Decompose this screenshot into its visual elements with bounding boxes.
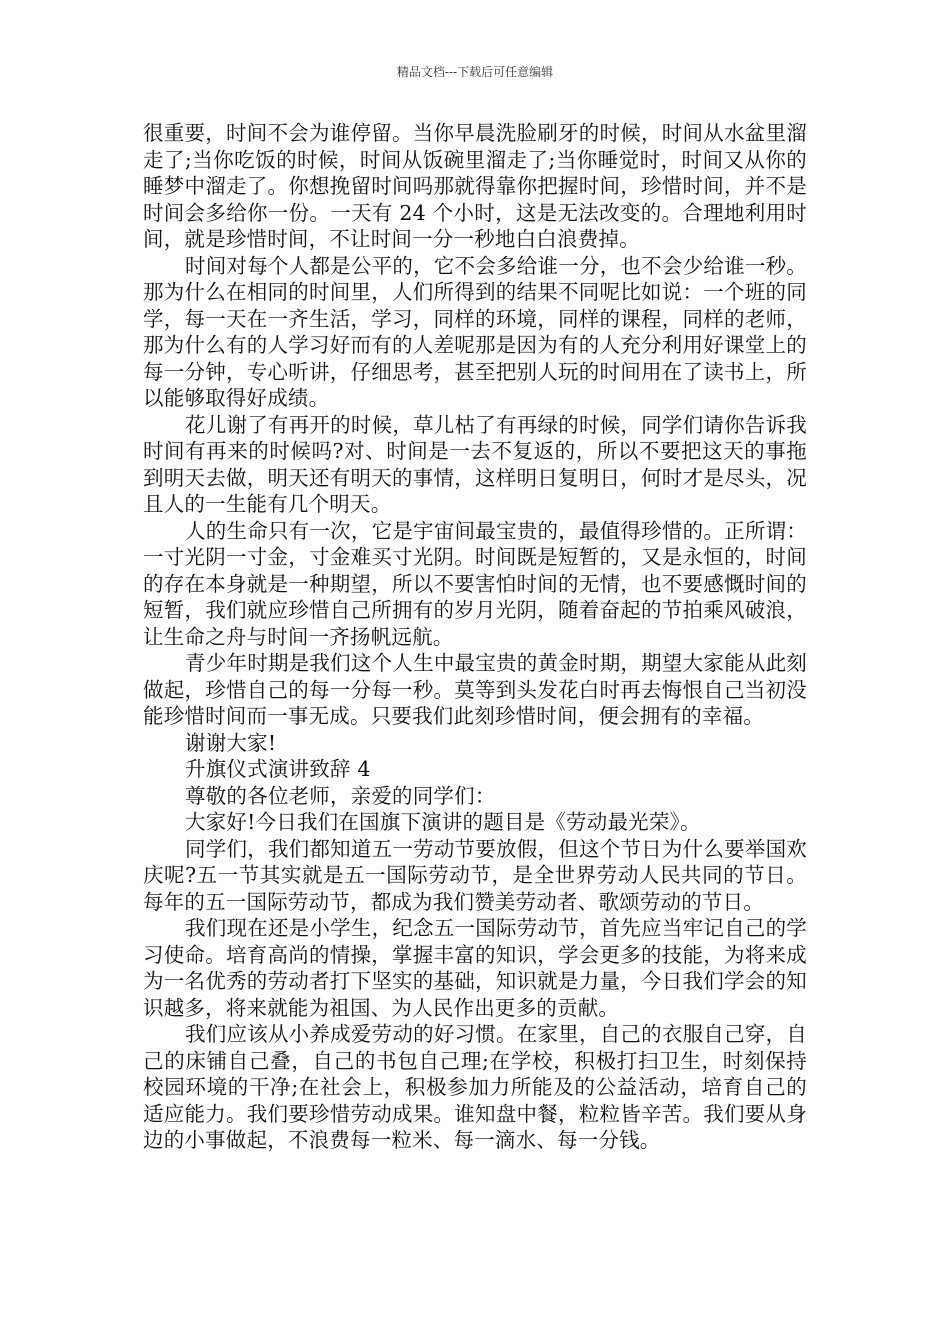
paragraph-12: 我们应该从小养成爱劳动的好习惯。在家里，自己的衣服自己穿，自己的床铺自己叠，自己的书包自己理;在学校，积极打扫卫生，时刻保持校园环境的干净;在社会上，积极参加力所能及的公益活动，培育自己的适应能力。我们要珍惜劳动成果。谁知盘中餐，粒粒皆辛苦。我们要从身边的小事做起，不浪费每一粒米、每一滴水、每一分钱。 (143, 1022, 807, 1152)
paragraph-3: 花儿谢了有再开的时候，草儿枯了有再绿的时候，同学们请你告诉我时间有再来的时候吗?对、时间是一去不复返的，所以不要把这天的事拖到明天去做，明天还有明天的事情，这样明日复明日，何时才是尽头，况且人的一生能有几个明天。 (143, 412, 807, 516)
document-body (143, 120, 807, 1154)
salutation: 尊敬的各位老师，亲爱的同学们： (185, 783, 496, 808)
section-title: 升旗仪式演讲致辞 4 (185, 757, 371, 781)
paragraph-4: 人的生命只有一次，它是宇宙间最宝贵的，最值得珍惜的。正所谓：一寸光阴一寸金，寸金难买寸光阴。时间既是短暂的，又是永恒的，时间的存在本身就是一种期望，所以不要害怕时间的无情，也不要感慨时间的短暂，我们就应珍惜自己所拥有的岁月光阴，随着奋起的节拍乘风破浪，让生命之舟与时间一齐扬帆远航。 (143, 518, 807, 649)
paragraph-10: 同学们，我们都知道五一劳动节要放假，但这个节日为什么要举国欢庆呢?五一节其实就是五一国际劳动节，是全世界劳动人民共同的节日。每年的五一国际劳动节，都成为我们赞美劳动者、歌颂劳动的节日。 (143, 836, 807, 914)
greeting: 大家好!今日我们在国旗下演讲的题目是《劳动最光荣》。 (185, 810, 701, 834)
paragraph-11: 我们现在还是小学生，纪念五一国际劳动节，首先应当牢记自己的学习使命。培育高尚的情操，掌握丰富的知识，学会更多的技能，为将来成为一名优秀的劳动者打下坚实的基础，知识就是力量，今日我们学会的知识越多，将来就能为祖国、为人民作出更多的贡献。 (143, 916, 807, 1020)
paragraph-5: 青少年时期是我们这个人生中最宝贵的黄金时期，期望大家能从此刻做起，珍惜自己的每一分每一秒。莫等到头发花白时再去悔恨自己当初没能珍惜时间而一事无成。只要我们此刻珍惜时间，便会拥有的幸福。 (143, 651, 807, 728)
paragraph-1: 很重要，时间不会为谁停留。当你早晨洗脸刷牙的时候，时间从水盆里溜走了;当你吃饭的时候，时间从饭碗里溜走了;当你睡觉时，时间又从你的睡梦中溜走了。你想挽留时间吗那就得靠你把握时间，珍惜时间，并不是时间会多给你一份。一天有 24 个小时，这是无法改变的。合理地利用时间，就是珍惜时间，不让时间一分一秒地白白浪费掉。 (143, 121, 807, 251)
closing-thanks: 谢谢大家! (185, 730, 277, 755)
paragraph-2: 时间对每个人都是公平的，它不会多给谁一分，也不会少给谁一秒。那为什么在相同的时间里，人们所得到的结果不同呢比如说：一个班的同学，每一天在一齐生活，学习，同样的环境，同样的课程，同样的老师，那为什么有的人学习好而有的人差呢那是因为有的人充分利用好课堂上的每一分钟，专心听讲，仔细思考，甚至把别人玩的时间用在了读书上，所以能够取得好成绩。 (143, 253, 807, 410)
page-header: 精品文档---下载后可任意编辑 (396, 65, 554, 79)
